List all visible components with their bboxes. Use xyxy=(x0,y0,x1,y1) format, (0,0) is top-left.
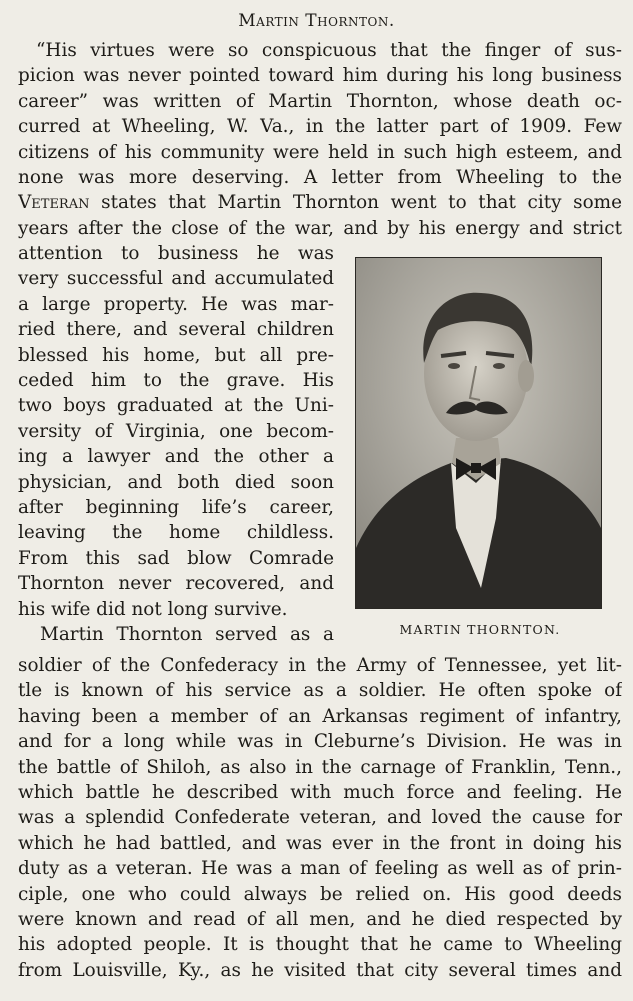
text-line: Thornton never recovered, and xyxy=(18,573,334,595)
text-line: ciple, one who could always be relied on. His good deeds xyxy=(18,883,622,905)
text-line: his wife did not long survive. xyxy=(18,598,288,620)
text-line: career” was written of Martin Thornton, whose death oc- xyxy=(18,90,622,112)
text-line: two boys graduated at the Uni- xyxy=(18,395,334,417)
text-line: Veteran states that Martin Thornton went to that city some xyxy=(18,192,622,214)
text-line: which battle he described with much force and feeling. He xyxy=(18,782,622,803)
text-line: Martin Thornton served as a xyxy=(40,624,334,645)
text-line: from Louisville, Ky., as he visited that city several times and xyxy=(18,959,622,981)
text-line: curred at Wheeling, W. Va., in the latter part of 1909. Few xyxy=(18,116,622,138)
text-line: leaving the home childless. xyxy=(18,522,334,544)
text-line: blessed his home, but all pre- xyxy=(18,344,334,366)
text-line: picion was never pointed toward him during his long business xyxy=(18,65,622,87)
text-line: tle is known of his service as a soldier. He often spoke of xyxy=(18,680,622,702)
text-line: very successful and accumulated xyxy=(18,268,334,290)
text-line: attention to business he was xyxy=(18,243,334,264)
text-line: and for a long while was in Cleburne’s Division. He was in xyxy=(18,731,622,753)
text-line: citizens of his community were held in such high esteem, and xyxy=(18,141,622,163)
text-line: his adopted people. It is thought that he came to Wheeling xyxy=(18,934,622,956)
text-line: ceded him to the grave. His xyxy=(18,370,334,391)
photo-caption: MARTIN THORNTON. xyxy=(399,622,561,637)
text-line: were known and read of all men, and he died respected by xyxy=(18,909,622,930)
article-title: Martin Thornton. xyxy=(238,11,395,31)
text-line: none was more deserving. A letter from Wheeling to the xyxy=(18,167,622,188)
text-line: the battle of Shiloh, as also in the carnage of Franklin, Tenn., xyxy=(18,756,622,778)
text-line: physician, and both died soon xyxy=(18,471,334,493)
text-line: From this sad blow Comrade xyxy=(18,547,334,569)
text-line: after beginning life’s career, xyxy=(18,497,334,518)
text-line: duty as a veteran. He was a man of feeling as well as of prin- xyxy=(18,858,622,880)
text-line: which he had battled, and was ever in the front in doing his xyxy=(18,832,622,854)
text-line: versity of Virginia, one becom- xyxy=(18,420,334,442)
portrait-photo xyxy=(355,257,602,609)
text-line: a large property. He was mar- xyxy=(18,293,334,315)
text-line: soldier of the Confederacy in the Army of Tennessee, yet lit- xyxy=(18,655,622,676)
text-line: ried there, and several children xyxy=(18,319,334,341)
text-line: ing a lawyer and the other a xyxy=(18,446,334,468)
text-line: was a splendid Confederate veteran, and loved the cause for xyxy=(18,807,622,829)
text-line: “His virtues were so conspicuous that the finger of sus- xyxy=(36,40,622,61)
text-line: years after the close of the war, and by his energy and strict xyxy=(18,217,622,239)
text-line: having been a member of an Arkansas regiment of infantry, xyxy=(18,705,622,727)
